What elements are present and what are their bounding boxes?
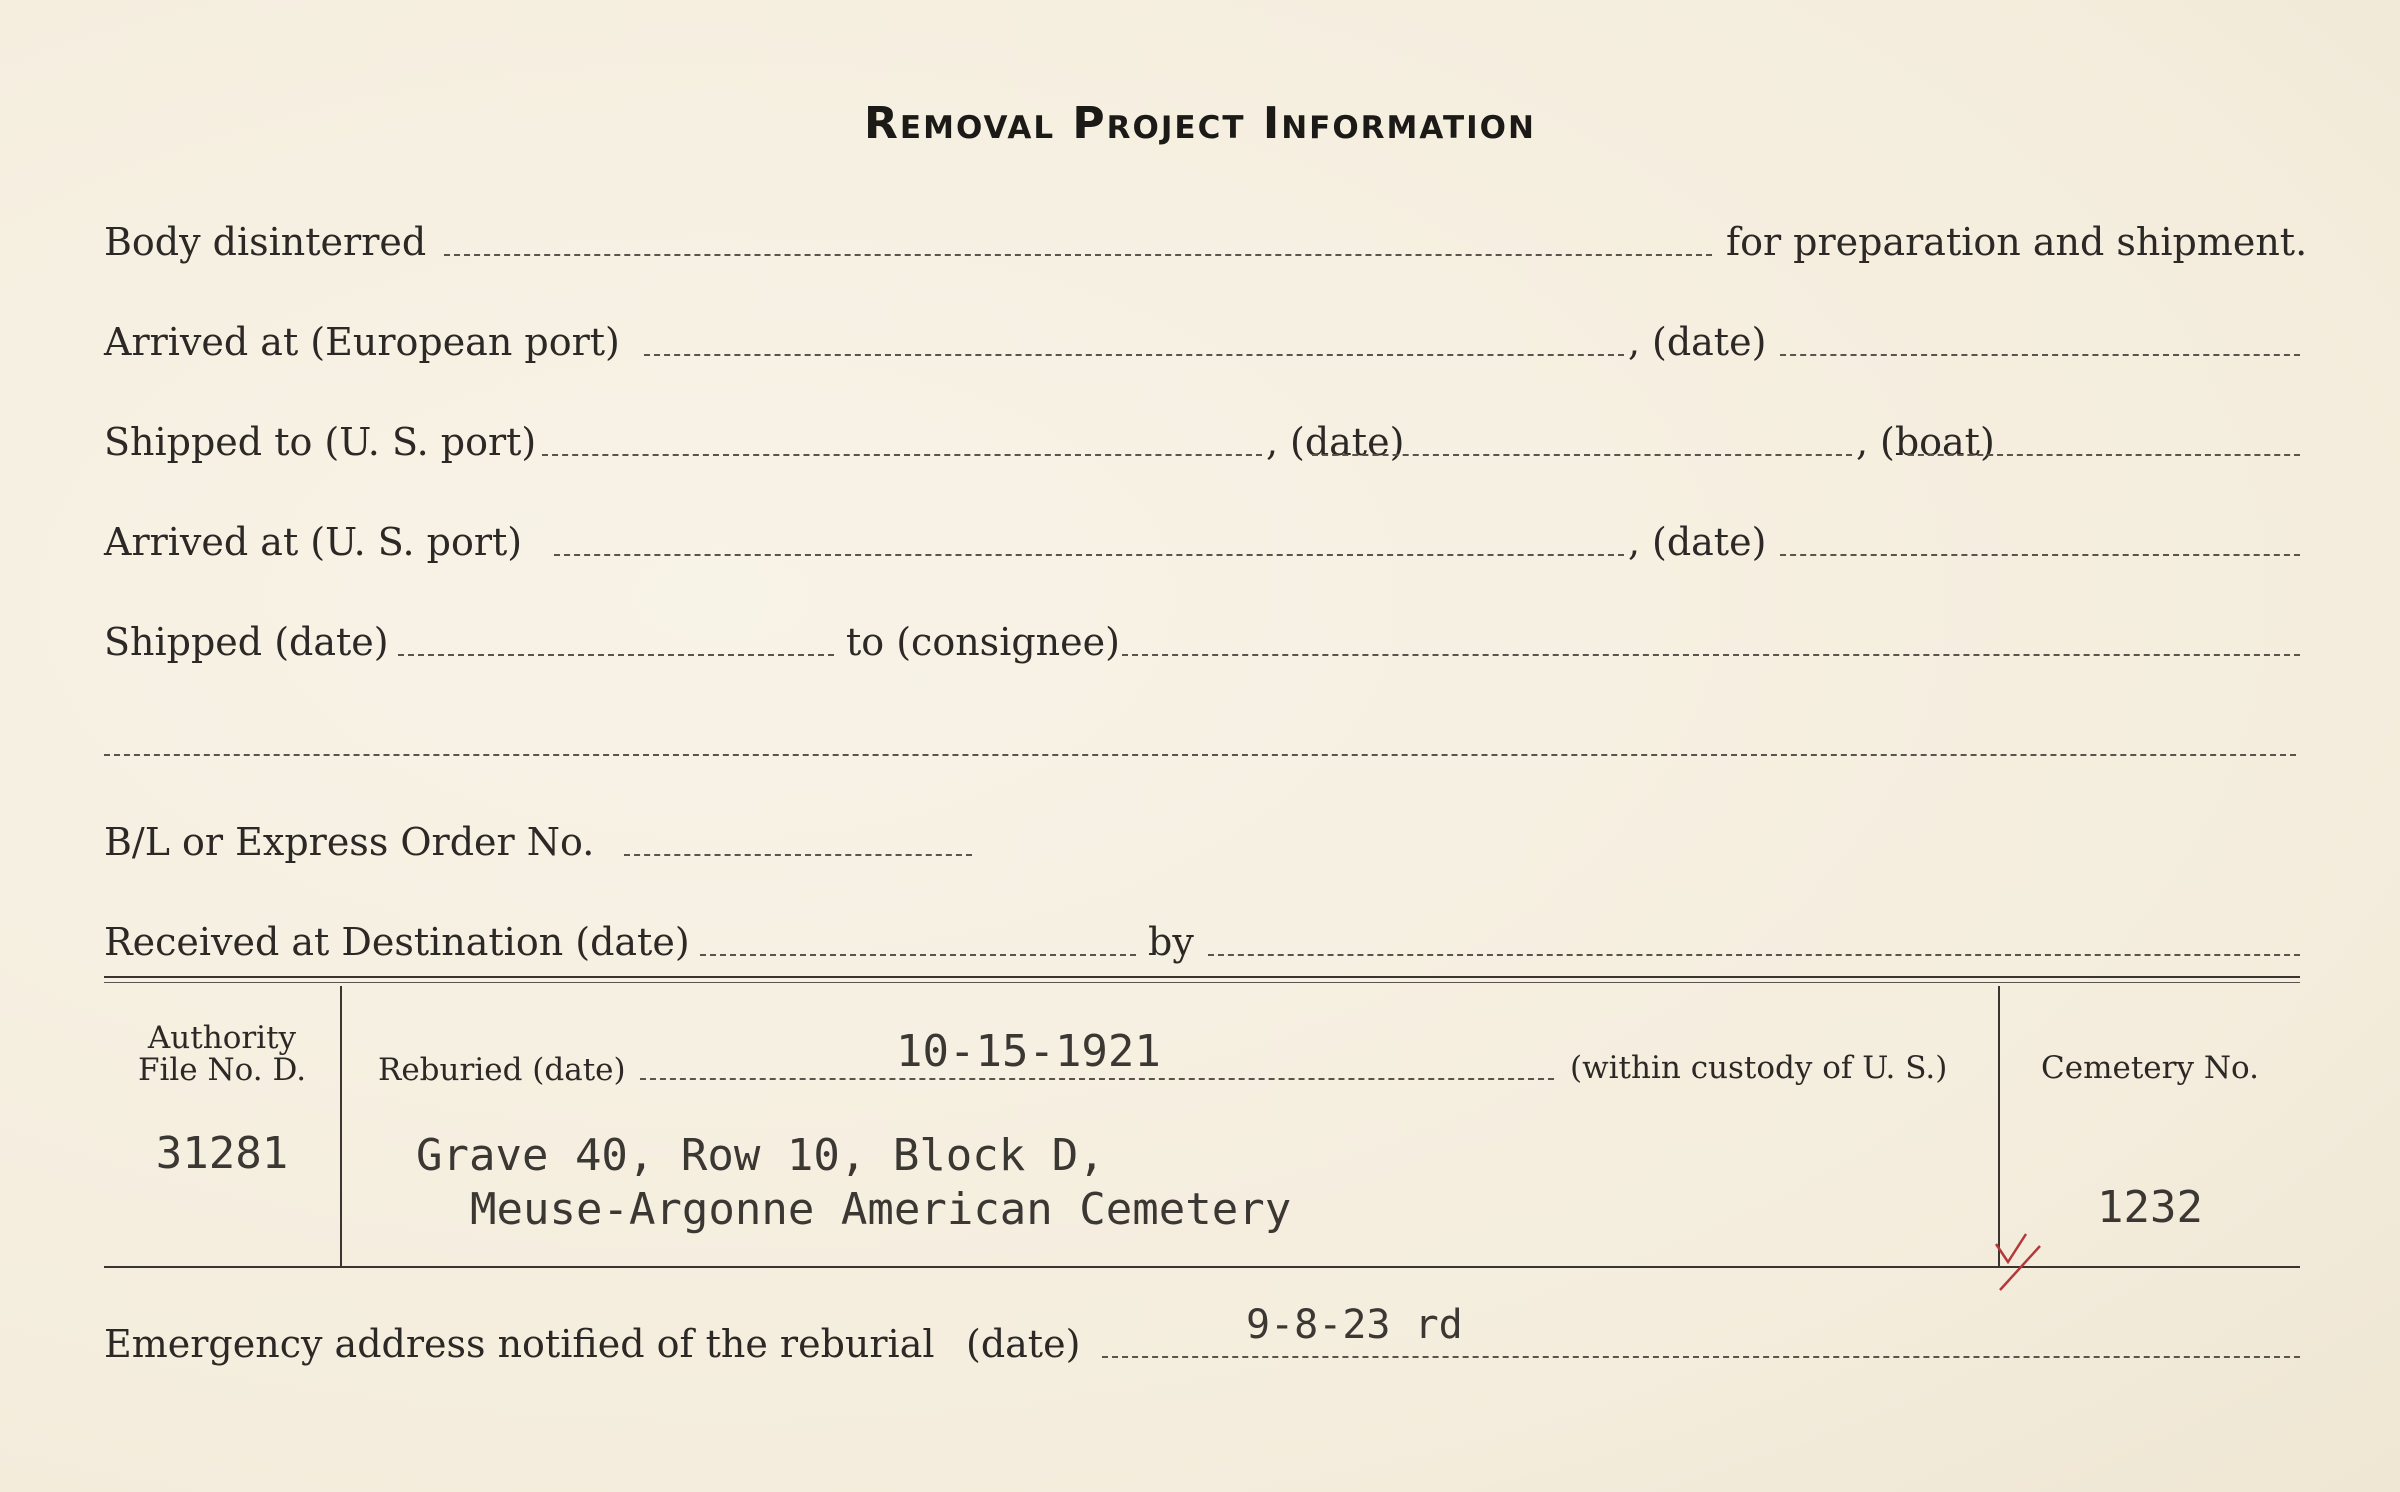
arrived-european-label: Arrived at (European port)	[104, 320, 620, 364]
row-shipped-us-port: Shipped to (U. S. port) , (date) , (boat)	[104, 412, 2300, 472]
row-body-disinterred	[104, 212, 2308, 272]
dotted-line	[1780, 554, 2300, 556]
for-preparation-label: for preparation and shipment.	[1726, 220, 2308, 264]
page-title: Removal Project Information	[864, 98, 1536, 149]
dotted-line	[1208, 954, 2300, 956]
dotted-line	[1122, 654, 2300, 656]
reburied-label: Reburied (date)	[378, 1052, 626, 1088]
cemetery-no-value: 1232	[2097, 1182, 2203, 1233]
dotted-line	[398, 654, 834, 656]
shipped-date-label: Shipped (date)	[104, 620, 389, 664]
row-shipped-date	[104, 612, 2300, 672]
check-mark-icon	[1992, 1228, 2062, 1298]
by-label: by	[1148, 920, 1194, 964]
table-top-rule-inner	[104, 982, 2300, 983]
dotted-line	[1780, 354, 2300, 356]
dotted-line	[700, 954, 1136, 956]
row-arrived-us-port: Arrived at (U. S. port) , (date)	[104, 512, 2300, 572]
date-label: (date)	[1652, 320, 1767, 364]
bl-express-label: B/L or Express Order No.	[104, 820, 595, 864]
custody-label: (within custody of U. S.)	[1570, 1050, 1948, 1086]
cemetery-no-label: Cemetery No.	[2041, 1050, 2259, 1086]
emergency-date-label: (date)	[966, 1322, 1081, 1366]
row-bl-express	[104, 812, 2300, 872]
dotted-line	[554, 554, 1624, 556]
table-top-rule	[104, 976, 2300, 978]
table-bottom-rule	[104, 1266, 2300, 1268]
dotted-line	[640, 1078, 1554, 1080]
boat-label: (boat)	[1880, 420, 1995, 464]
authority-value: 31281	[155, 1128, 289, 1179]
dotted-line	[542, 454, 1262, 456]
emergency-value: 9-8-23 rd	[1246, 1302, 1463, 1348]
to-consignee-label: to (consignee)	[846, 620, 1120, 664]
emergency-label: Emergency address notified of the reburial	[104, 1322, 935, 1366]
reburied-value: 10-15-1921	[896, 1026, 1161, 1077]
authority-label: Authority	[147, 1020, 297, 1056]
row-arrived-european: Arrived at (European port) , (date)	[104, 312, 2300, 372]
arrived-us-port-label: Arrived at (U. S. port)	[104, 520, 523, 564]
date-label: (date)	[1652, 520, 1767, 564]
dotted-line	[1908, 454, 2300, 456]
grave-location-line-1: Grave 40, Row 10, Block D,	[416, 1130, 1105, 1181]
row-emergency	[104, 1314, 2300, 1374]
row-blank	[104, 712, 2300, 772]
dotted-line	[104, 754, 2296, 756]
received-label: Received at Destination (date)	[104, 920, 690, 964]
row-received	[104, 912, 2300, 972]
dotted-line	[644, 354, 1624, 356]
shipped-us-port-label: Shipped to (U. S. port)	[104, 420, 537, 464]
grave-location-line-2: Meuse-Argonne American Cemetery	[470, 1184, 1292, 1235]
dotted-line	[444, 254, 1712, 256]
file-no-label: File No. D.	[137, 1052, 307, 1088]
date-label: (date)	[1290, 420, 1405, 464]
table-divider-left	[340, 986, 342, 1266]
body-disinterred-label: Body disinterred	[104, 220, 427, 264]
dotted-line	[624, 854, 972, 856]
dotted-line	[1102, 1356, 2300, 1358]
